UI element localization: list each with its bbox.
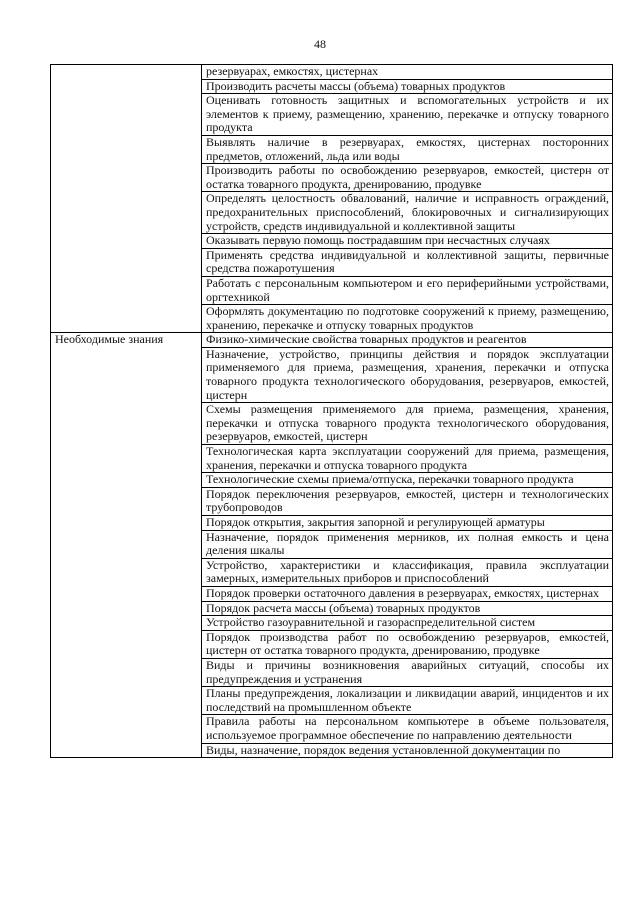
requirement-item: Устройство газоуравнительной и газораспределительной систем bbox=[202, 616, 613, 631]
requirement-item: Правила работы на персональном компьютере в объеме пользователя, используемое программное обеспечение по направлению деятельности bbox=[202, 715, 613, 743]
requirement-item: Оценивать готовность защитных и вспомогательных устройств и их элементов к приему, размещению, хранению, перекачке и отпуску товарного продукта bbox=[202, 94, 613, 136]
requirement-item: Устройство, характеристики и классификация, правила эксплуатации замерных, измерительных приборов и приспособлений bbox=[202, 558, 613, 586]
requirement-item: Оформлять документацию по подготовке сооружений к приему, размещению, хранению, перекачке и отпуску товарных продуктов bbox=[202, 305, 613, 333]
requirement-item: Порядок открытия, закрытия запорной и регулирующей арматуры bbox=[202, 516, 613, 531]
requirement-item: Технологические схемы приема/отпуска, перекачки товарного продукта bbox=[202, 473, 613, 488]
requirements-table bbox=[50, 64, 613, 758]
requirement-item: резервуарах, емкостях, цистернах bbox=[202, 65, 613, 80]
requirement-item: Определять целостность обвалований, наличие и исправность ограждений, предохранительных приспособлений, блокировочных и сигнализирующих устройств, средств индивидуальной и коллективной защиты bbox=[202, 192, 613, 234]
requirement-item: Производить работы по освобождению резервуаров, емкостей, цистерн от остатка товарного продукта, дренированию, продувке bbox=[202, 164, 613, 192]
section-label bbox=[51, 65, 202, 333]
requirement-item: Порядок производства работ по освобождению резервуаров, емкостей, цистерн от остатка товарного продукта, дренированию, продувке bbox=[202, 630, 613, 658]
requirement-item: Планы предупреждения, локализации и ликвидации аварий, инцидентов и их последствий на промышленном объекте bbox=[202, 687, 613, 715]
requirement-item: Схемы размещения применяемого для приема, размещения, хранения, перекачки и отпуска товарного продукта технологического оборудования, резервуаров, емкостей, цистерн bbox=[202, 403, 613, 445]
requirement-item: Оказывать первую помощь пострадавшим при несчастных случаях bbox=[202, 234, 613, 249]
requirement-item: Технологическая карта эксплуатации сооружений для приема, размещения, хранения, перекачки и отпуска товарного продукта bbox=[202, 445, 613, 473]
requirement-item: Назначение, устройство, принципы действия и порядок эксплуатации применяемого для приема, размещения, хранения, перекачки и отпуска товарного продукта технологического оборудования, резервуаров, емкостей, цистерн bbox=[202, 347, 613, 402]
table-row bbox=[51, 333, 613, 348]
requirement-item: Порядок проверки остаточного давления в резервуарах, емкостях, цистернах bbox=[202, 586, 613, 601]
table-row bbox=[51, 65, 613, 80]
requirement-item: Производить расчеты массы (объема) товарных продуктов bbox=[202, 79, 613, 94]
requirement-item: Виды и причины возникновения аварийных ситуаций, способы их предупреждения и устранения bbox=[202, 658, 613, 686]
requirement-item: Виды, назначение, порядок ведения установленной документации по bbox=[202, 743, 613, 758]
requirement-item: Порядок переключения резервуаров, емкостей, цистерн и технологических трубопроводов bbox=[202, 487, 613, 515]
requirement-item: Порядок расчета массы (объема) товарных продуктов bbox=[202, 601, 613, 616]
section-label: Необходимые знания bbox=[51, 333, 202, 758]
requirement-item: Применять средства индивидуальной и коллективной защиты, первичные средства пожаротушения bbox=[202, 248, 613, 276]
requirement-item: Работать с персональным компьютером и его периферийными устройствами, оргтехникой bbox=[202, 276, 613, 304]
page-number: 48 bbox=[314, 37, 326, 51]
requirements-table-body bbox=[51, 65, 613, 758]
requirement-item: Физико-химические свойства товарных продуктов и реагентов bbox=[202, 333, 613, 348]
requirement-item: Выявлять наличие в резервуарах, емкостях, цистернах посторонних предметов, отложений, льда или воды bbox=[202, 135, 613, 163]
requirement-item: Назначение, порядок применения мерников, их полная емкость и цена деления шкалы bbox=[202, 530, 613, 558]
